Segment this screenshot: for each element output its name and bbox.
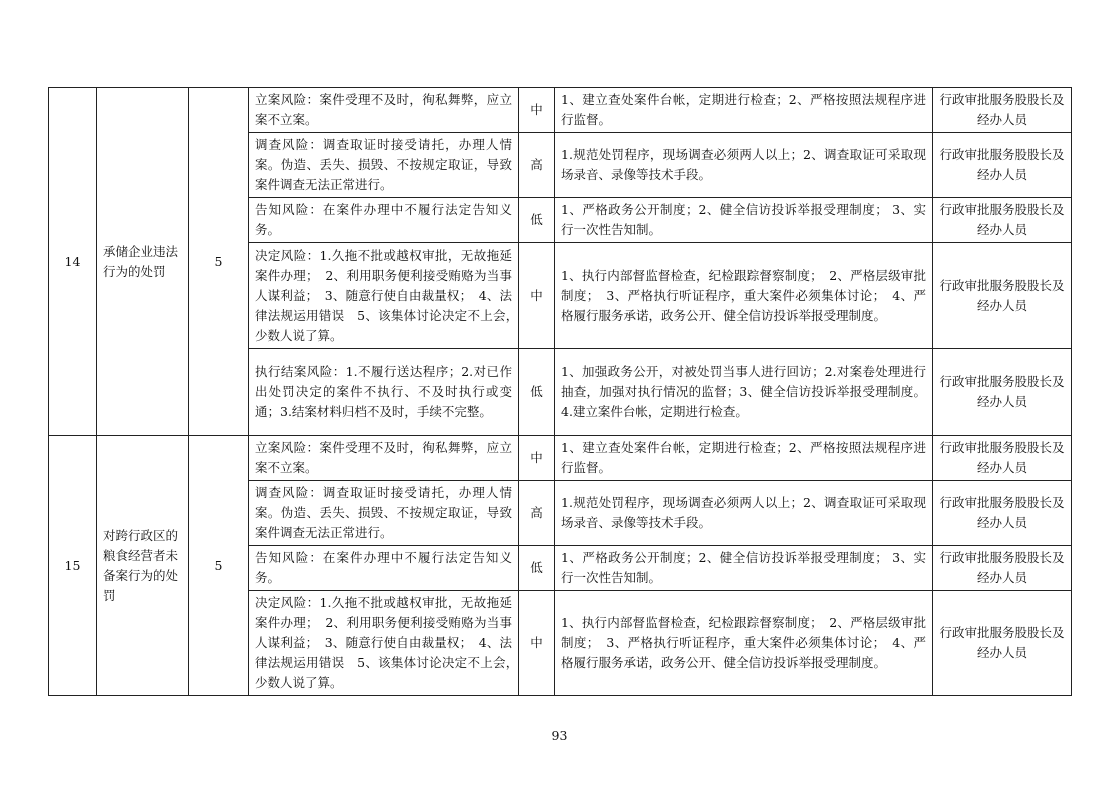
risk-level: 中 (519, 591, 555, 696)
risk-level: 低 (519, 546, 555, 591)
prevention-measure: 1.规范处罚程序，现场调查必须两人以上；2、调查取证可采取现场录音、录像等技术手段。 (555, 481, 933, 546)
risk-level: 中 (519, 243, 555, 349)
prevention-measure: 1、加强政务公开，对被处罚当事人进行回访；2.对案卷处理进行抽查，加强对执行情况的监督；3、健全信访投诉举报受理制度。4.建立案件台帐，定期进行检查。 (555, 349, 933, 436)
responsible-person: 行政审批服务股股长及经办人员 (933, 198, 1072, 243)
responsible-person: 行政审批服务股股长及经办人员 (933, 591, 1072, 696)
prevention-measure: 1、建立查处案件台帐，定期进行检查；2、严格按照法规程序进行监督。 (555, 88, 933, 133)
risk-point: 告知风险：在案件办理中不履行法定告知义务。 (249, 546, 519, 591)
risk-table (48, 87, 1072, 696)
responsible-person: 行政审批服务股股长及经办人员 (933, 243, 1072, 349)
prevention-measure: 1.规范处罚程序，现场调查必须两人以上；2、调查取证可采取现场录音、录像等技术手段。 (555, 133, 933, 198)
risk-point: 立案风险：案件受理不及时，徇私舞弊，应立案不立案。 (249, 436, 519, 481)
prevention-measure: 1、执行内部督监督检查，纪检跟踪督察制度； 2、严格层级审批制度； 3、严格执行听证程序，重大案件必须集体讨论； 4、严格履行服务承诺，政务公开、健全信访投诉举报受理制度。 (555, 243, 933, 349)
prevention-measure: 1、严格政务公开制度；2、健全信访投诉举报受理制度； 3、实行一次性告知制。 (555, 546, 933, 591)
item-number: 14 (49, 88, 97, 436)
responsible-person: 行政审批服务股股长及经办人员 (933, 481, 1072, 546)
table-row (49, 88, 1072, 133)
risk-level: 低 (519, 349, 555, 436)
item-score: 5 (189, 436, 249, 696)
risk-point: 调查风险：调查取证时接受请托，办理人情案。伪造、丢失、损毁、不按规定取证，导致案件调查无法正常进行。 (249, 481, 519, 546)
item-name: 承储企业违法行为的处罚 (97, 88, 189, 436)
responsible-person: 行政审批服务股股长及经办人员 (933, 546, 1072, 591)
risk-point: 决定风险：1.久拖不批或越权审批，无故拖延案件办理； 2、利用职务便利接受贿赂为当事人谋利益； 3、随意行使自由裁量权； 4、法律法规运用错误 5、该集体讨论决定不上会， 少数人说了算。 (249, 591, 519, 696)
responsible-person: 行政审批服务股股长及经办人员 (933, 88, 1072, 133)
risk-point: 立案风险：案件受理不及时，徇私舞弊，应立案不立案。 (249, 88, 519, 133)
responsible-person: 行政审批服务股股长及经办人员 (933, 133, 1072, 198)
risk-level: 高 (519, 481, 555, 546)
table-row (49, 436, 1072, 481)
risk-level: 高 (519, 133, 555, 198)
responsible-person: 行政审批服务股股长及经办人员 (933, 349, 1072, 436)
item-number: 15 (49, 436, 97, 696)
risk-point: 调查风险：调查取证时接受请托，办理人情案。伪造、丢失、损毁、不按规定取证，导致案件调查无法正常进行。 (249, 133, 519, 198)
prevention-measure: 1、执行内部督监督检查，纪检跟踪督察制度； 2、严格层级审批制度； 3、严格执行听证程序，重大案件必须集体讨论； 4、严格履行服务承诺，政务公开、健全信访投诉举报受理制度。 (555, 591, 933, 696)
responsible-person: 行政审批服务股股长及经办人员 (933, 436, 1072, 481)
risk-level: 中 (519, 88, 555, 133)
item-name: 对跨行政区的粮食经营者未备案行为的处罚 (97, 436, 189, 696)
prevention-measure: 1、严格政务公开制度；2、健全信访投诉举报受理制度； 3、实行一次性告知制。 (555, 198, 933, 243)
prevention-measure: 1、建立查处案件台帐，定期进行检查；2、严格按照法规程序进行监督。 (555, 436, 933, 481)
page-number: 93 (551, 728, 568, 743)
risk-level: 低 (519, 198, 555, 243)
risk-point: 决定风险：1.久拖不批或越权审批，无故拖延案件办理； 2、利用职务便利接受贿赂为当事人谋利益； 3、随意行使自由裁量权； 4、法律法规运用错误 5、该集体讨论决定不上会， 少数人说了算。 (249, 243, 519, 349)
risk-level: 中 (519, 436, 555, 481)
item-score: 5 (189, 88, 249, 436)
risk-point: 告知风险：在案件办理中不履行法定告知义务。 (249, 198, 519, 243)
risk-point: 执行结案风险：1.不履行送达程序；2.对已作出处罚决定的案件不执行、不及时执行或变通；3.结案材料归档不及时，手续不完整。 (249, 349, 519, 436)
